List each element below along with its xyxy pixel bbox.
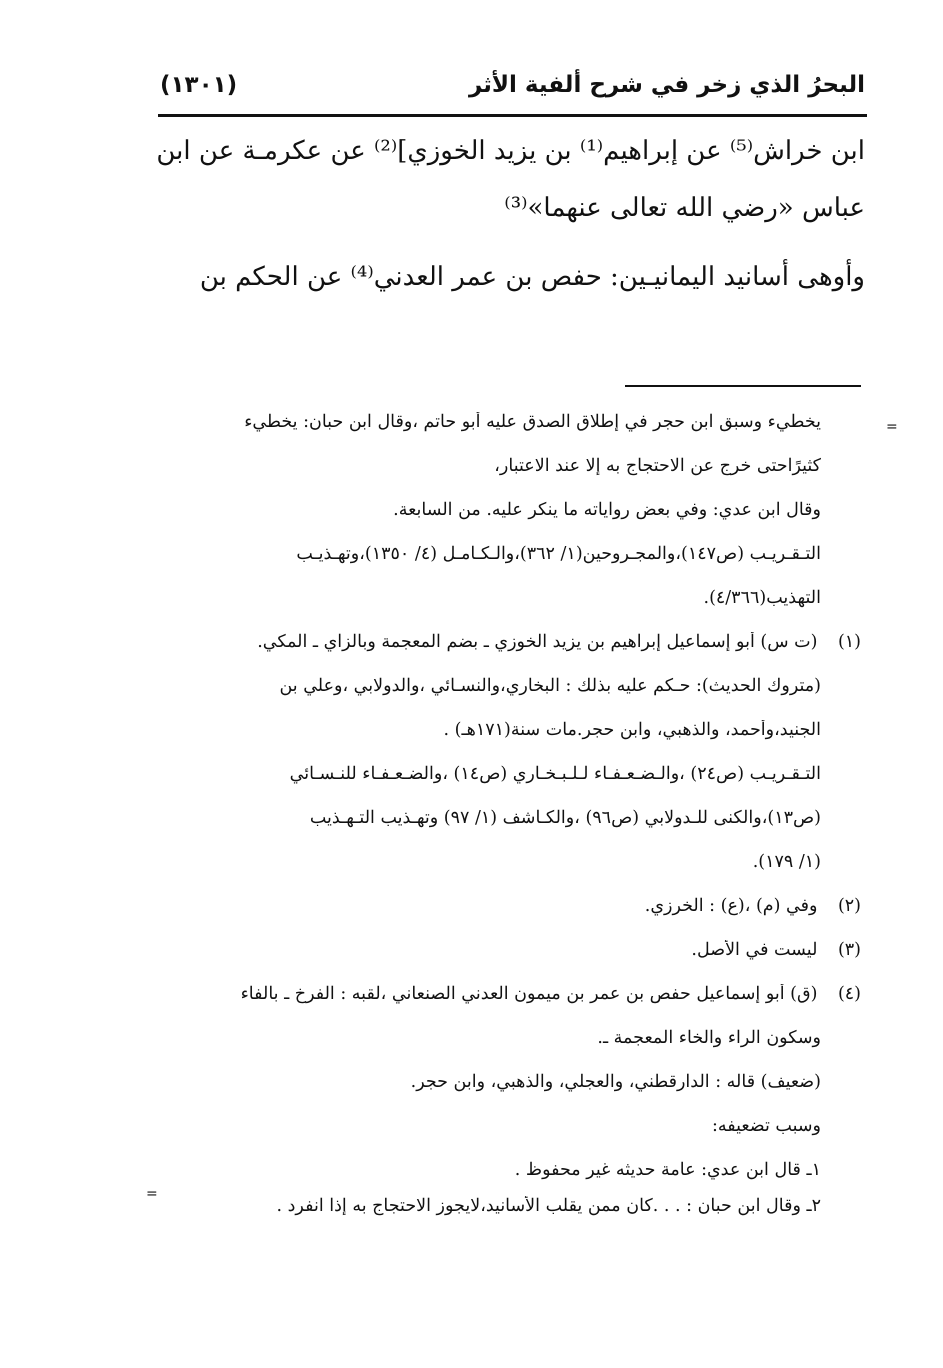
footnote-line: (ضعيف) قاله : الدارقطني، والعجلي، والذهبي، وابن حجر.	[410, 1072, 821, 1092]
page-number: (١٣٠١)	[160, 72, 238, 98]
footnote-line: وسكون الراء والخاء المعجمة ـ.	[597, 1028, 821, 1048]
footnote-continuation-line: التهذيب(٤/٣٦٦).	[703, 588, 821, 608]
footnote-line: التـقـريـب (ص٢٤) ،والـضـعـفـاء لـلـبـخـاري (ص١٤) ،والضـعـفـاء للنـسـائي	[289, 764, 821, 784]
footnote-2	[150, 896, 861, 916]
running-title: البحرُ الذي زخر في شرح ألفية الأثر	[468, 72, 865, 98]
footnote-1	[150, 632, 861, 652]
footnote-text: وفي (م) ،(ع) : الخرزي.	[644, 896, 818, 916]
footnote-separator	[625, 385, 861, 387]
footnote-number: (١)	[837, 632, 861, 652]
footnote-number: (٢)	[837, 896, 861, 916]
footnote-number: (٤)	[837, 984, 861, 1004]
footnote-line: الجنيد،وأحمد، والذهبي، وابن حجر.مات سنة(١٧١هـ) .	[443, 720, 821, 740]
main-text-line-1: ابن خراش⁽⁵⁾ عن إبراهيم⁽¹⁾ بن يزيد الخوزي]⁽²⁾ عن عكرمـة عن ابن	[156, 136, 865, 166]
footnote-line: (متروك الحديث): حـكم عليه بذلك : البخاري،والنسـائي ،والدولابي ،وعلي بن	[279, 676, 821, 696]
footnote-number: (٣)	[837, 940, 861, 960]
footnote-line: (ص١٣)،والكنى للـدولابي (ص٩٦) ،والكـاشف (١/ ٩٧) وتهـذيب التـهـذيب	[309, 808, 821, 828]
footnote-text: (ق) أبو إسماعيل حفص بن عمر بن ميمون العدني الصنعاني ،لقبه : الفرخ ـ بالفاء	[240, 984, 818, 1004]
footnote-continuation-line: يخطيء وسبق ابن حجر في إطلاق الصدق عليه أبو حاتم ،وقال ابن حبان: يخطيء	[244, 412, 821, 432]
continuation-mark-bottom: =	[146, 1186, 158, 1202]
footnote-line: وسبب تضعيفه:	[711, 1116, 821, 1136]
header-rule	[158, 114, 867, 117]
footnote-continuation-line: التـقـريـب (ص١٤٧)،والمجـروحين(١/ ٣٦٢)،والـكـامـل (٤/ ١٣٥٠)،وتهـذيـب	[296, 544, 821, 564]
main-text-line-3: وأوهى أسانيد اليمانيـين: حفص بن عمر العدني⁽⁴⁾ عن الحكم بن	[199, 262, 865, 292]
footnote-line: ١ـ قال ابن عدي: عامة حديثه غير محفوظ .	[514, 1160, 821, 1180]
main-text-line-2: عباس «رضي الله تعالى عنهما»⁽³⁾	[504, 193, 865, 223]
footnote-text: ليست في الأصل.	[691, 940, 818, 960]
footnote-continuation-line: كثيرًاحتى خرج عن الاحتجاج به إلا عند الاعتبار،	[494, 456, 821, 476]
footnote-4	[150, 984, 861, 1004]
footnote-text: (ت س) أبو إسماعيل إبراهيم بن يزيد الخوزي ـ بضم المعجمة وبالزاي ـ المكي.	[257, 632, 818, 652]
footnote-line: ٢ـ وقال ابن حبان : . . .كان ممن يقلب الأسانيد،لايجوز الاحتجاج به إذا انفرد .	[276, 1196, 821, 1216]
footnote-line: (١/ ١٧٩).	[752, 852, 821, 872]
continuation-mark-top: =	[886, 419, 898, 435]
footnote-continuation-line: وقال ابن عدي: وفي بعض رواياته ما ينكر عليه. من السابعة.	[393, 500, 821, 520]
footnote-3	[150, 940, 861, 960]
